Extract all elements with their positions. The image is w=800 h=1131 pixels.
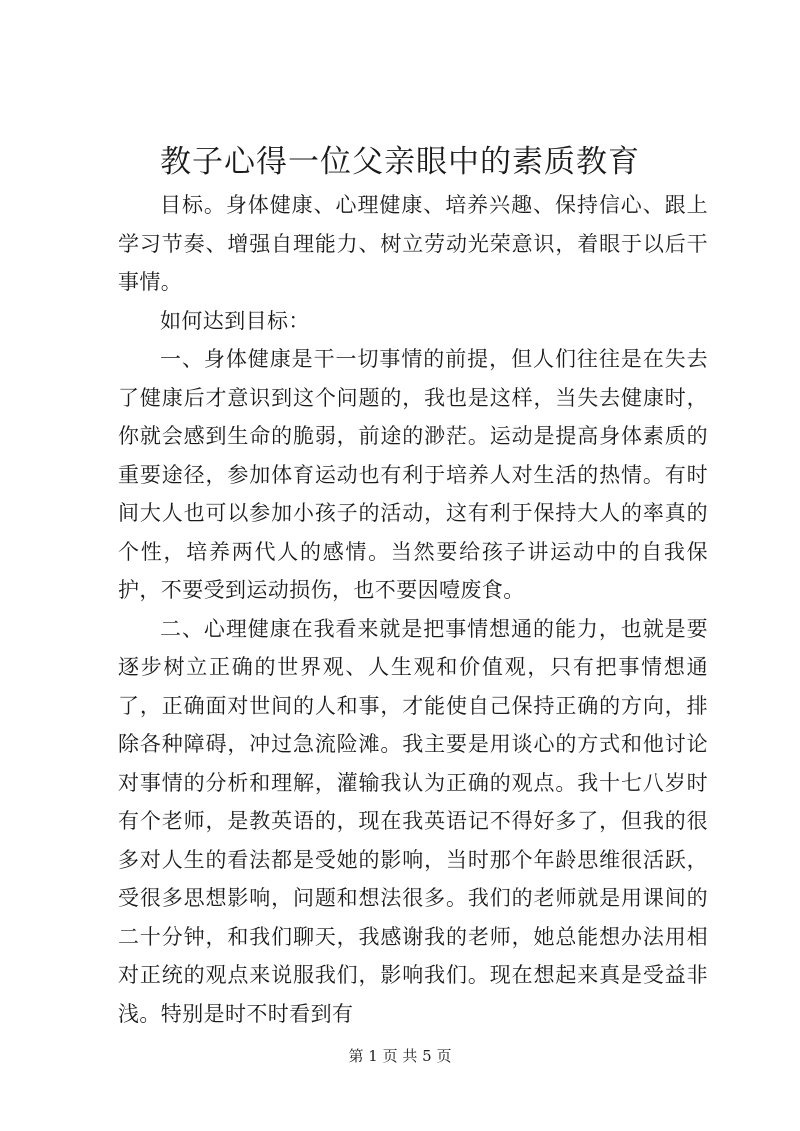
- page-title: 教子心得一位父亲眼中的素质教育: [160, 144, 640, 180]
- paragraph-mental-health: 二、心理健康在我看来就是把事情想通的能力，也就是要逐步树立正确的世界观、人生观和价值观，只有把事情想通了，正确面对世间的人和事，才能使自己保持正确的方向，排除各种障碍，冲过急流险滩。我主要是用谈心的方式和他讨论对事情的分析和理解，灌输我认为正确的观点。我十七八岁时有个老师，是教英语的，现在我英语记不得好多了，但我的很多对人生的看法都是受她的影响，当时那个年龄思维很活跃，受很多思想影响，问题和想法很多。我们的老师就是用课间的二十分钟，和我们聊天，我感谢我的老师，她总能想办法用相对正统的观点来说服我们，影响我们。现在想起来真是受益非浅。特别是时不时看到有: [118, 616, 708, 1026]
- document-body: [118, 186, 708, 1033]
- page-footer: 第 1 页 共 5 页: [348, 1047, 452, 1065]
- paragraph-how-to: 如何达到目标：: [160, 308, 310, 333]
- paragraph-goals: 目标。身体健康、心理健康、培养兴趣、保持信心、跟上学习节奏、增强自理能力、树立劳动光荣意识，着眼于以后干事情。: [118, 193, 708, 294]
- paragraph-physical-health: 一、身体健康是干一切事情的前提，但人们往往是在失去了健康后才意识到这个问题的，我也是这样，当失去健康时，你就会感到生命的脆弱，前途的渺茫。运动是提高身体素质的重要途径，参加体育运动也有利于培养人对生活的热情。有时间大人也可以参加小孩子的活动，这有利于保持大人的率真的个性，培养两代人的感情。当然要给孩子讲运动中的自我保护，不要受到运动损伤，也不要因噎废食。: [118, 347, 708, 602]
